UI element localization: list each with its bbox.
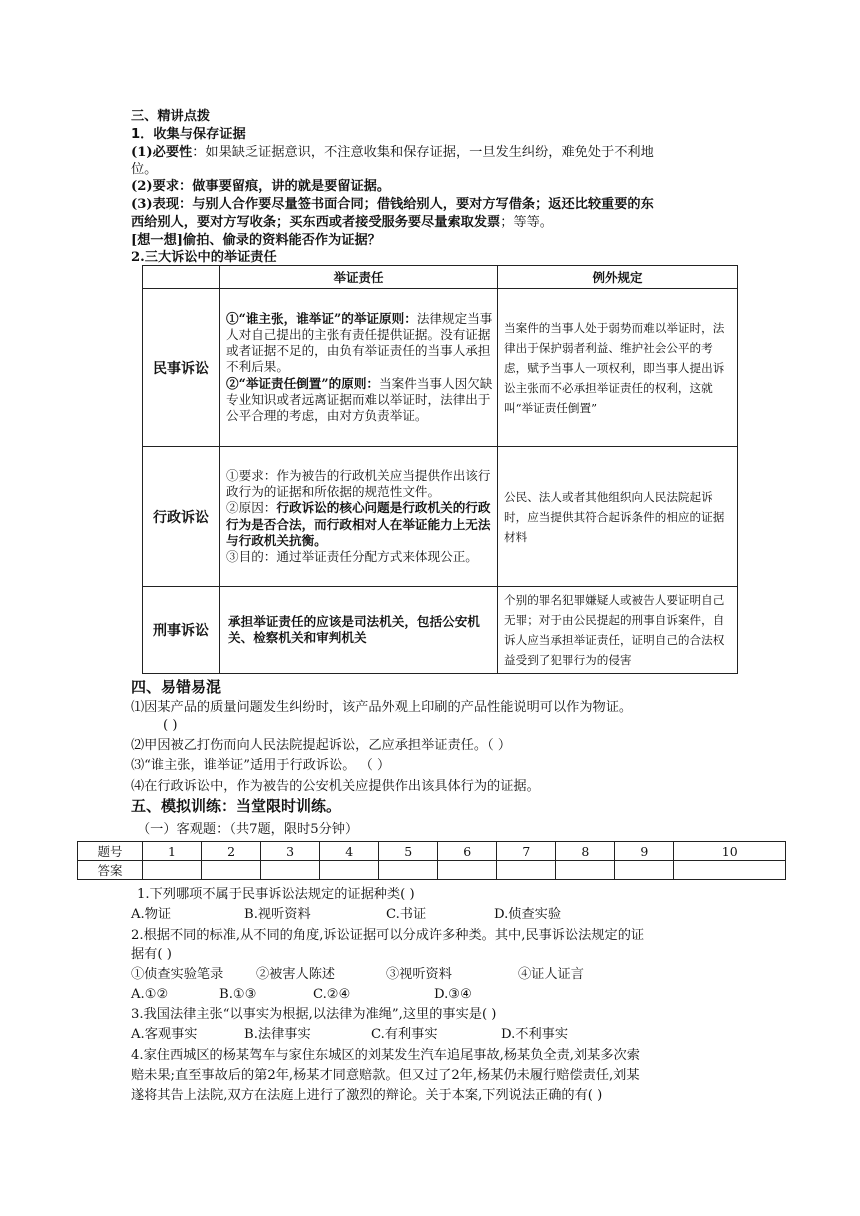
question-1-option-a: A.物证 [131,907,172,922]
answer-cell[interactable] [320,861,379,880]
question-3-option-a: A.客观事实 [131,1027,198,1042]
civil-exception-cell: 当案件的当事人处于弱势而难以举证时，法律出于保护弱者利益、维护社会公平的考虑，赋予当事人一项权利，即当事人提出诉讼主张而不必承担举证责任的权利，这就叫“举证责任倒置” [498,289,738,447]
subsection-2-title: 2.三大诉讼中的举证责任 [131,250,277,265]
question-1: 1.下列哪项不属于民事诉讼法规定的证据种类( ) [137,887,415,902]
manifestation-paragraph-cont: 西给别人，要对方写收条；买东西或者接受服务要尽量索取发票；等等。 [131,215,553,230]
category-civil: 民事诉讼 [143,289,220,447]
question-2: 2.根据不同的标准,从不同的角度,诉讼证据可以分成许多种类。其中,民事诉讼法规定的证 [131,928,645,943]
error-item-4: ⑷在行政诉讼中，作为被告的公安机关应提供作出该具体行为的证据。 [131,779,540,794]
question-2-item-2: ②被害人陈述 [256,967,336,982]
error-item-1: ⑴因某产品的质量问题发生纠纷时，该产品外观上印刷的产品性能说明可以作为物证。 [131,700,633,715]
necessity-paragraph-cont: 位。 [131,162,158,177]
subsection-1-title: 1．收集与保存证据 [131,127,246,142]
question-2-item-4: ④证人证言 [518,967,584,982]
question-4-cont-1: 赔未果;直至事故后的第2年,杨某才同意赔款。但又过了2年,杨某仍未履行赔偿责任,刘某 [131,1068,640,1083]
criminal-exception-cell: 个别的罪名犯罪嫌疑人或被告人要证明自己无罪；对于由公民提起的刑事自诉案件，自诉人应当承担举证责任，证明自己的合法权益受到了犯罪行为的侵害 [498,587,738,674]
table-header-row [143,266,738,289]
answer-cell[interactable] [497,861,556,880]
table-row-civil [143,289,738,447]
question-2-item-3: ③视听资料 [386,967,452,982]
question-1-option-c: C.书证 [386,907,427,922]
answer-table-row-label: 题号 [78,842,143,861]
category-criminal: 刑事诉讼 [143,587,220,674]
answer-cell[interactable] [261,861,320,880]
question-4: 4.家住西城区的杨某驾车与家住东城区的刘某发生汽车追尾事故,杨某负全责,刘某多次索 [131,1048,640,1063]
requirement-paragraph: (2)要求：做事要留痕，讲的就是要留证据。 [131,179,391,194]
question-3-option-d: D.不利事实 [501,1027,569,1042]
section-3-title: 三、精讲点拨 [131,109,211,124]
question-2-cont: 据有( ) [131,947,172,962]
administrative-exception-cell: 公民、法人或者其他组织向人民法院起诉时，应当提供其符合起诉条件的相应的证据材料 [498,447,738,587]
answer-table-answer-row [78,861,786,880]
administrative-burden-cell: ①要求：作为被告的行政机关应当提供作出该行政行为的证据和所依据的规范性文件。 ②原因：行政诉讼的核心问题是行政机关的行政行为是否合法，而行政相对人在举证能力上无法与行政机关抗衡。 ③目的：通过举证责任分配方式来体现公正。 [220,447,498,587]
answer-cell[interactable] [202,861,261,880]
question-2-option-b: B.①③ [219,987,257,1002]
answer-cell[interactable] [556,861,615,880]
answer-table [77,841,786,880]
table-row-criminal [143,587,738,674]
question-3: 3.我国法律主张“以事实为根据,以法律为准绳”,这里的事实是( ) [131,1007,497,1022]
question-1-option-b: B.视听资料 [244,907,311,922]
section-4-title: 四、易错易混 [131,678,222,696]
criminal-burden-cell: 承担举证责任的应该是司法机关，包括公安机关、检察机关和审判机关 [220,587,498,674]
objective-questions-note: （一）客观题：（共7题，限时5分钟） [137,822,359,837]
table-row-administrative [143,447,738,587]
category-administrative: 行政诉讼 [143,447,220,587]
section-5-title: 五、模拟训练：当堂限时训练。 [131,797,342,815]
answer-table-number-row: 题号 1 2 3 4 5 6 7 8 9 10 [78,842,786,861]
error-item-1-blank: ( ) [163,718,178,733]
answer-cell[interactable] [674,861,786,880]
answer-cell[interactable] [438,861,497,880]
civil-burden-cell: ①“谁主张，谁举证”的举证原则：法律规定当事人对自己提出的主张有责任提供证据。没有证据或者证据不足的，由负有举证责任的当事人承担不利后果。 ②“举证责任倒置”的原则：当案件当事人因欠缺专业知识或者远离证据而难以举证时，法律出于公平合理的考虑，由对方负责举证。 [220,289,498,447]
answer-table-answer-label: 答案 [78,861,143,880]
answer-cell[interactable] [379,861,438,880]
question-3-option-b: B.法律事实 [244,1027,311,1042]
question-4-cont-2: 遂将其告上法院,双方在法庭上进行了激烈的辩论。关于本案,下列说法正确的有( ) [131,1088,603,1103]
header-exception: 例外规定 [498,266,738,289]
answer-cell[interactable] [143,861,202,880]
question-2-option-a: A.①② [131,987,169,1002]
manifestation-paragraph: (3)表现：与别人合作要尽量签书面合同；借钱给别人，要对方写借条；返还比较重要的东 [131,197,654,212]
necessity-text: ：如果缺乏证据意识，不注意收集和保存证据，一旦发生纠纷，难免处于不利地 [192,145,654,160]
question-1-option-d: D.侦查实验 [494,907,562,922]
header-burden: 举证责任 [220,266,498,289]
necessity-paragraph [131,144,654,161]
question-3-option-c: C.有利事实 [371,1027,438,1042]
question-2-item-1: ①侦查实验笔录 [131,967,224,982]
think-question: [想一想]偷拍、偷录的资料能否作为证据？ [131,233,381,248]
answer-cell[interactable] [615,861,674,880]
burden-of-proof-table [142,265,738,674]
error-item-3: ⑶“谁主张，谁举证”适用于行政诉讼。 （ ） [131,758,391,773]
error-item-2: ⑵甲因被乙打伤而向人民法院提起诉讼，乙应承担举证责任。（ ） [131,738,512,753]
question-2-option-d: D.③④ [434,987,472,1002]
question-2-option-c: C.②④ [313,987,351,1002]
necessity-label: (1)必要性 [131,145,193,160]
